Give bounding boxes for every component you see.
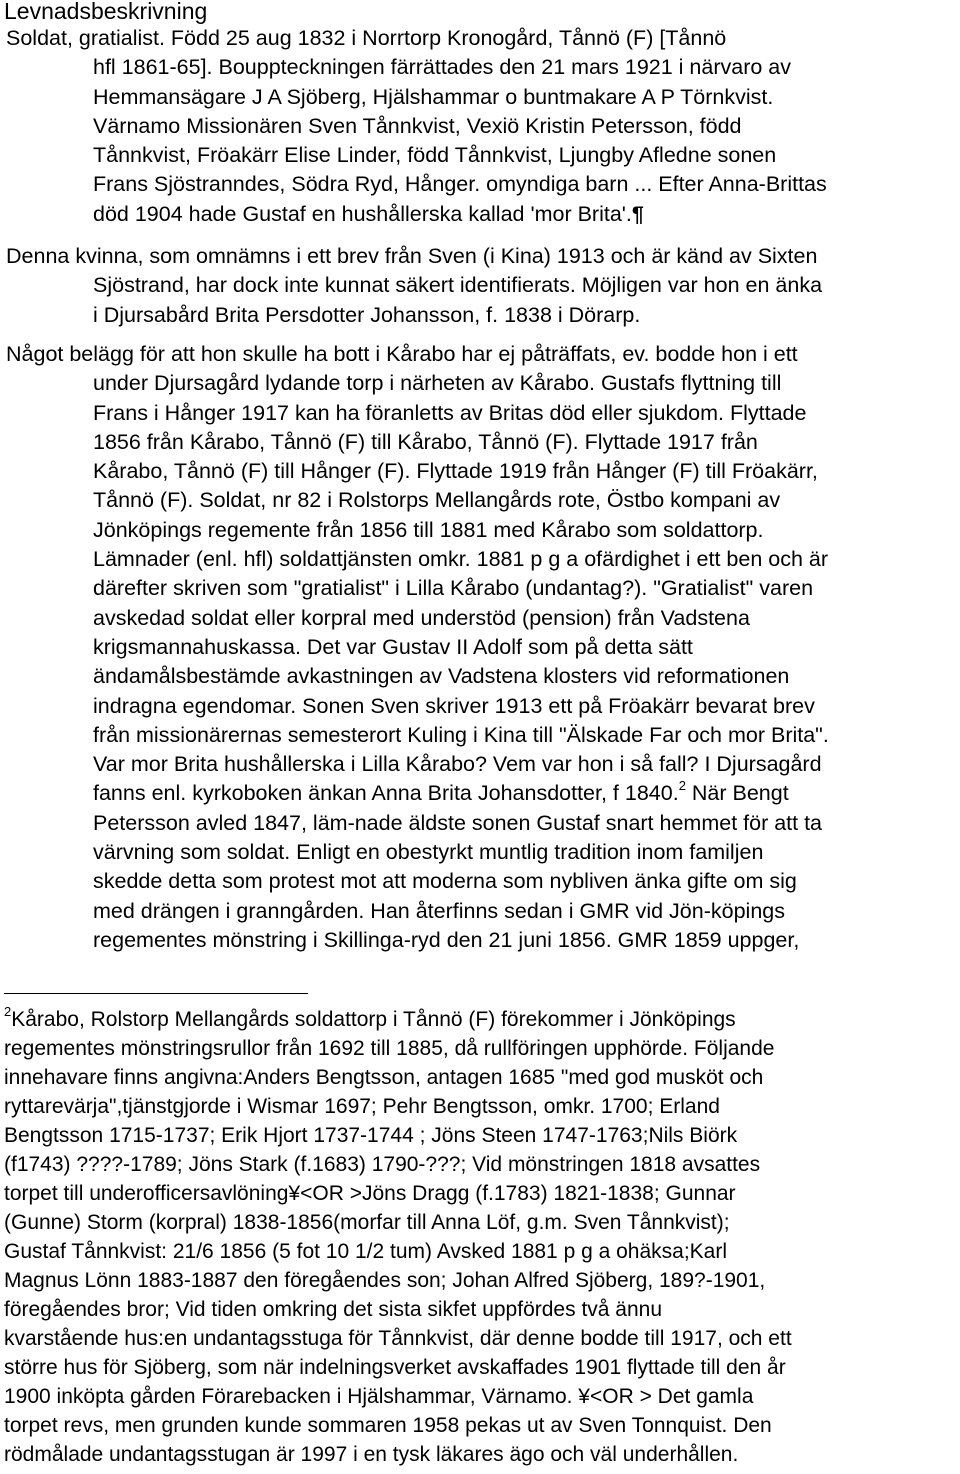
footnote-line <box>4 1208 960 1237</box>
biography-paragraph-2 <box>6 242 960 330</box>
paragraph-line <box>6 242 960 271</box>
line-text: skedde detta som protest mot att moderna som nybliven änka gifte om sig <box>93 869 797 894</box>
footnote-text: större hus för Sjöberg, som när indelningsverket avskaffades 1901 flyttade till den år <box>4 1356 786 1379</box>
paragraph-line <box>93 662 960 691</box>
line-text: därefter skriven som "gratialist" i Lilla Kårabo (undantag?). "Gratialist" varen <box>93 576 814 601</box>
line-text: Denna kvinna, som omnämns i ett brev från Sven (i Kina) 1913 och är känd av Sixten <box>6 244 818 268</box>
paragraph-line <box>93 369 960 398</box>
paragraph-line <box>93 838 960 867</box>
footnote-line <box>4 1324 960 1353</box>
paragraph-line <box>93 486 960 515</box>
paragraph-line <box>93 604 960 633</box>
line-text: Soldat, gratialist. Född 25 aug 1832 i Norrtorp Kronogård, Tånnö (F) [Tånnö <box>6 26 727 50</box>
footnote-text: torpet till underofficersavlöning¥<OR >Jöns Dragg (f.1783) 1821-1838; Gunnar <box>4 1182 736 1205</box>
footnote-text: 1900 inköpta gården Förarebacken i Hjälshammar, Värnamo. ¥<OR > Det gamla <box>4 1385 754 1408</box>
line-text: Sjöstrand, har dock inte kunnat säkert identifierats. Möjligen var hon en änka <box>93 273 823 298</box>
biography-paragraph-3 <box>6 340 960 955</box>
paragraph-line <box>93 516 960 545</box>
biography-paragraph-1 <box>6 24 960 229</box>
paragraph-line <box>93 112 960 141</box>
footnote-line <box>4 1005 960 1034</box>
footnote-line <box>4 1237 960 1266</box>
line-text: avskedad soldat eller korpral med understöd (pension) från Vadstena <box>93 605 750 630</box>
footnote-text: (f1743) ????-1789; Jöns Stark (f.1683) 1790-???; Vid mönstringen 1818 avsattes <box>4 1153 761 1176</box>
line-text: Jönköpings regemente från 1856 till 1881 med Kårabo som soldattorp. <box>93 517 764 542</box>
paragraph-line <box>93 721 960 750</box>
footnote-line <box>4 1179 960 1208</box>
footnote-line <box>4 1411 960 1440</box>
paragraph-line <box>93 809 960 838</box>
line-text: Petersson avled 1847, läm-nade äldste sonen Gustaf snart hemmet för att ta <box>93 810 823 835</box>
footnote-text: regementes mönstringsrullor från 1692 till 1885, då rullföringen upphörde. Följande <box>4 1037 775 1060</box>
footnote-line <box>4 1266 960 1295</box>
paragraph-line <box>93 271 960 300</box>
paragraph-line <box>93 53 960 82</box>
paragraph-line <box>93 926 960 955</box>
paragraph-line <box>93 141 960 170</box>
footnote-text: ryttarevärja",tjänstgjorde i Wismar 1697; Pehr Bengtsson, omkr. 1700; Erland <box>4 1095 720 1118</box>
line-text: död 1904 hade Gustaf en hushållerska kallad 'mor Brita'. <box>93 201 632 226</box>
footnote-marker: 2 <box>4 1004 12 1019</box>
line-text: fanns enl. kyrkoboken änkan Anna Brita Johansdotter, f 1840. <box>93 781 679 806</box>
footnote-text: innehavare finns angivna:Anders Bengtsson, antagen 1685 "med god musköt och <box>4 1066 764 1089</box>
line-text: Tånnkvist, Fröakärr Elise Linder, född Tånnkvist, Ljungby Afledne sonen <box>93 143 777 168</box>
footnote-reference: 2 <box>678 778 686 794</box>
footnote-text: rödmålade undantagsstugan är 1997 i en tysk läkares ägo och väl underhållen. <box>4 1443 739 1466</box>
line-text: med drängen i granngården. Han återfinns sedan i GMR vid Jön-köpings <box>93 898 785 923</box>
footnote <box>4 1005 960 1469</box>
paragraph-line <box>6 340 960 369</box>
footnote-text: föregåendes bror; Vid tiden omkring det sista sikfet uppfördes två ännu <box>4 1298 663 1321</box>
footnote-text: torpet revs, men grunden kunde sommaren 1958 pekas ut av Sven Tonnquist. Den <box>4 1414 772 1437</box>
line-text: från missionärernas semesterort Kuling i Kina till "Älskade Far och mor Brita". <box>93 722 829 747</box>
footnote-text: (Gunne) Storm (korpral) 1838-1856(morfar till Anna Löf, g.m. Sven Tånnkvist); <box>4 1211 730 1234</box>
paragraph-line <box>93 779 960 808</box>
paragraph-line <box>93 428 960 457</box>
footnote-line <box>4 1353 960 1382</box>
paragraph-line <box>93 545 960 574</box>
footnote-line <box>4 1063 960 1092</box>
footnote-line <box>4 1034 960 1063</box>
line-text: Var mor Brita hushållerska i Lilla Kårabo? Vem var hon i så fall? I Djursagård <box>93 752 822 777</box>
paragraph-line <box>93 692 960 721</box>
footnote-text: kvarstående hus:en undantagsstuga för Tånnkvist, där denne bodde till 1917, och ett <box>4 1327 792 1350</box>
line-text-after-reference: När Bengt <box>685 781 789 806</box>
paragraph-line <box>93 170 960 199</box>
footnote-separator <box>4 993 308 994</box>
line-text: Frans Sjöstranndes, Södra Ryd, Hånger. omyndiga barn ... Efter Anna-Brittas <box>93 172 827 197</box>
line-text: 1856 från Kårabo, Tånnö (F) till Kårabo, Tånnö (F). Flyttade 1917 från <box>93 429 758 454</box>
paragraph-line <box>93 457 960 486</box>
line-text: Kårabo, Tånnö (F) till Hånger (F). Flyttade 1919 från Hånger (F) till Fröakärr, <box>93 459 818 484</box>
paragraph-line <box>93 750 960 779</box>
footnote-text: Gustaf Tånnkvist: 21/6 1856 (5 fot 10 1/2 tum) Avsked 1881 p g a ohäksa;Karl <box>4 1240 728 1263</box>
footnote-line <box>4 1150 960 1179</box>
footnote-line <box>4 1382 960 1411</box>
line-text: indragna egendomar. Sonen Sven skriver 1913 ett på Fröakärr bevarat brev <box>93 693 815 718</box>
footnote-line <box>4 1121 960 1150</box>
paragraph-line <box>93 83 960 112</box>
footnote-text: Bengtsson 1715-1737; Erik Hjort 1737-1744 ; Jöns Steen 1747-1763;Nils Biörk <box>4 1124 738 1147</box>
line-text: Frans i Hånger 1917 kan ha föranletts av Britas död eller sjukdom. Flyttade <box>93 400 807 425</box>
paragraph-line <box>93 633 960 662</box>
paragraph-line <box>93 399 960 428</box>
paragraph-line <box>93 867 960 896</box>
page-heading: Levnadsbeskrivning <box>4 0 208 24</box>
footnote-line <box>4 1440 960 1469</box>
line-text: ändamålsbestämde avkastningen av Vadstena klosters vid reformationen <box>93 664 790 689</box>
line-text: i Djursabård Brita Persdotter Johansson, f. 1838 i Dörarp. <box>93 302 641 327</box>
line-text: Värnamo Missionären Sven Tånnkvist, Vexiö Kristin Petersson, född <box>93 113 742 138</box>
paragraph-line <box>93 574 960 603</box>
line-text: värvning som soldat. Enligt en obestyrkt muntlig tradition inom familjen <box>93 840 764 865</box>
footnote-text: Magnus Lönn 1883-1887 den föregåendes son; Johan Alfred Sjöberg, 189?-1901, <box>4 1269 766 1292</box>
line-text: regementes mönstring i Skillinga-ryd den 21 juni 1856. GMR 1859 uppger, <box>93 927 800 952</box>
footnote-text: Kårabo, Rolstorp Mellangårds soldattorp i Tånnö (F) förekommer i Jönköpings <box>11 1008 736 1031</box>
paragraph-line <box>93 200 960 229</box>
footnote-line <box>4 1295 960 1324</box>
line-text: hfl 1861-65]. Bouppteckningen färrättades den 21 mars 1921 i närvaro av <box>93 55 792 80</box>
paragraph-line <box>93 301 960 330</box>
footnote-line <box>4 1092 960 1121</box>
paragraph-line <box>93 897 960 926</box>
line-text: Tånnö (F). Soldat, nr 82 i Rolstorps Mellangårds rote, Östbo kompani av <box>93 488 781 513</box>
line-text: under Djursagård lydande torp i närheten av Kårabo. Gustafs flyttning till <box>93 371 782 396</box>
line-text: Hemmansägare J A Sjöberg, Hjälshammar o buntmakare A P Törnkvist. <box>93 84 774 109</box>
line-text: Lämnader (enl. hfl) soldattjänsten omkr. 1881 p g a ofärdighet i ett ben och är <box>93 547 829 572</box>
line-text: krigsmannahuskassa. Det var Gustav II Adolf som på detta sätt <box>93 634 693 659</box>
line-text: Något belägg för att hon skulle ha bott i Kårabo har ej påträffats, ev. bodde hon i ett <box>6 342 798 366</box>
paragraph-line <box>6 24 960 53</box>
pilcrow-mark: ¶ <box>631 201 644 226</box>
